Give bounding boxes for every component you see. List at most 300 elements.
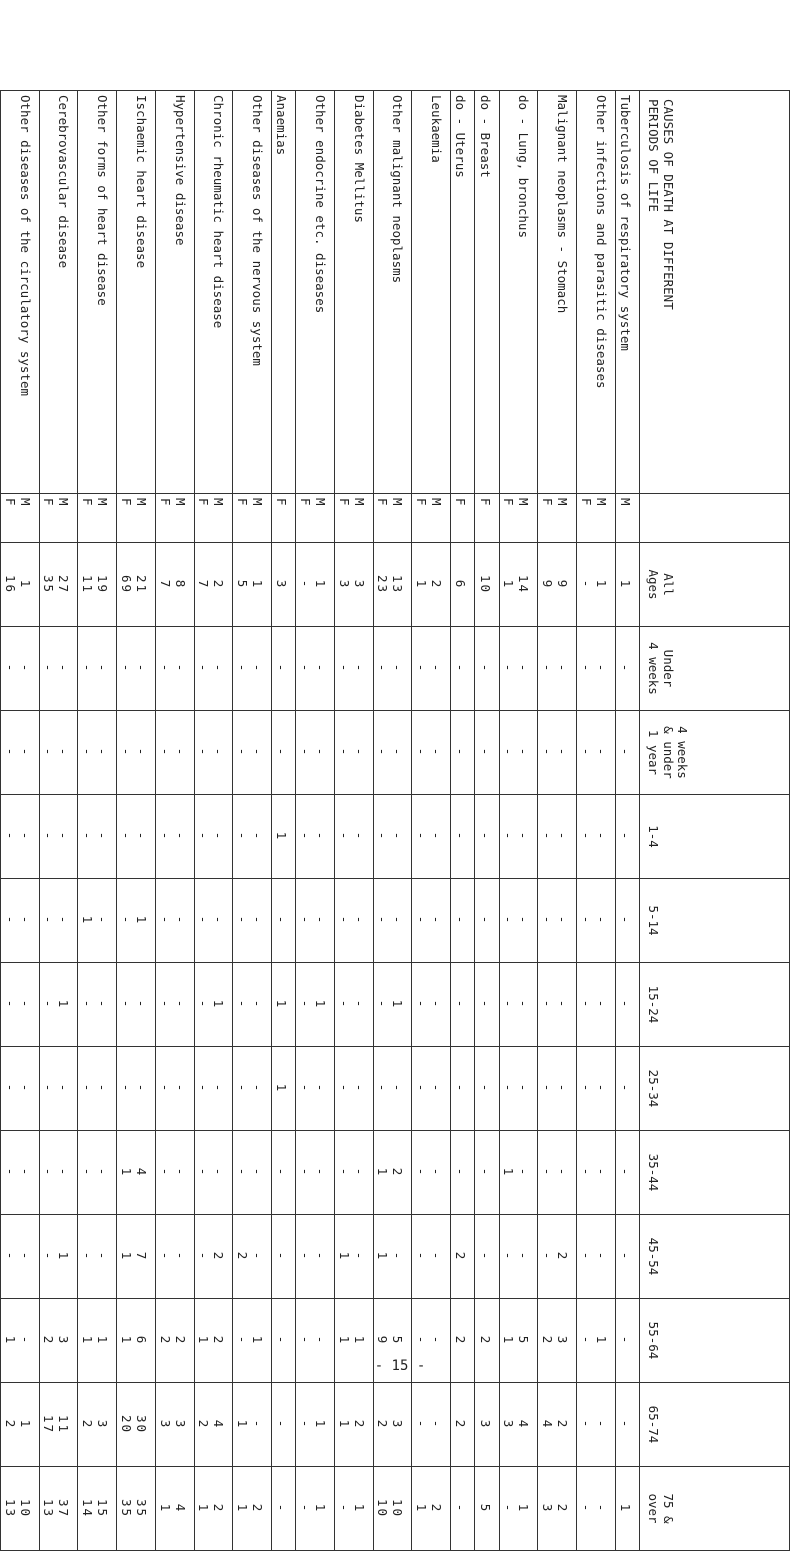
male-value: - [312,1251,328,1262]
female-value: - [540,747,555,758]
female-value: - [274,1335,290,1346]
female-value: - [578,747,594,758]
value-cell [373,1467,412,1551]
sex-label: F [234,498,250,506]
male-value: - [351,663,367,674]
female-value: - [41,915,57,926]
male-value: 1 [618,579,633,590]
male-value: - [429,663,444,674]
value-cell [117,1047,156,1131]
value-cell [615,879,639,963]
value-cell [117,1467,156,1551]
value-cell [373,795,412,879]
male-value: - [211,1167,227,1178]
male-value: - [95,663,111,674]
female-value: - [414,1335,429,1346]
value-cell [615,795,639,879]
sex-label: M [95,498,111,506]
male-value: - [249,999,265,1010]
male-value: - [593,663,609,674]
female-value: 35 [118,1498,134,1519]
male-value: - [555,999,570,1010]
male-value: - [593,747,609,758]
female-value: - [297,1335,313,1346]
female-value: 9 [540,579,555,590]
male-value: - [17,1251,33,1262]
value-cell [271,1383,295,1467]
female-value: - [297,747,313,758]
value-cell [334,627,373,711]
female-value: - [477,1083,493,1094]
value-cell [451,1383,475,1467]
value-cell [296,963,335,1047]
male-value: - [17,1167,33,1178]
female-value: 1 [501,1167,517,1178]
value-cell [233,543,272,627]
male-value: - [95,1083,111,1094]
female-value: - [2,1251,18,1262]
value-cell [334,795,373,879]
value-cell [577,627,616,711]
male-value: 3 [555,1335,570,1346]
sex-cell [412,494,451,543]
value-cell [117,963,156,1047]
female-value: - [540,915,555,926]
value-cell [538,543,577,627]
value-cell [475,963,499,1047]
value-cell [194,1467,233,1551]
col-5-14 [640,879,790,963]
value-cell [78,1131,117,1215]
female-value: - [336,1167,352,1178]
male-value: 3 [56,1335,72,1346]
female-value: - [477,831,493,842]
female-value: - [501,1083,517,1094]
female-value: - [375,663,391,674]
value-cell [475,627,499,711]
female-value: - [540,663,555,674]
female-value: - [41,1167,57,1178]
female-value: 1 [501,579,517,590]
female-value: - [41,1083,57,1094]
male-value: - [618,663,633,674]
male-value: 4 [172,1503,188,1514]
female-value: - [2,1167,18,1178]
value-cell [194,711,233,795]
female-value: 1 [414,1503,429,1514]
table-row [155,91,194,1551]
sex-label: M [593,498,609,506]
value-cell [475,1299,499,1383]
female-value: - [234,915,250,926]
table-row [412,91,451,1551]
male-value: - [172,831,188,842]
female-value: - [196,999,212,1010]
male-value: - [56,663,72,674]
value-cell [155,1215,194,1299]
value-cell [499,711,538,795]
female-value: 1 [336,1419,352,1430]
female-value: 2 [157,1335,173,1346]
sex-header [640,494,790,543]
value-cell [155,1131,194,1215]
value-cell [233,1383,272,1467]
sex-label: F [578,498,594,506]
female-value: - [80,1167,96,1178]
female-value: - [336,747,352,758]
female-value: 2 [375,1419,391,1430]
col-35-44 [640,1131,790,1215]
sex-label: M [249,498,265,506]
value-cell [615,1215,639,1299]
value-cell [39,879,78,963]
value-cell [271,1131,295,1215]
female-value: - [453,663,469,674]
value-cell [615,711,639,795]
value-cell [233,627,272,711]
table-row [334,91,373,1551]
female-value: 1 [336,1251,352,1262]
female-value: - [414,831,429,842]
female-value: - [2,747,18,758]
col-label: 1 year [646,729,662,776]
col-under-4-weeks [640,627,790,711]
male-value: 1 [516,1503,532,1514]
value-cell [233,1047,272,1131]
female-value: - [540,831,555,842]
male-value: 1 [593,579,609,590]
value-cell [373,1215,412,1299]
value-cell [412,879,451,963]
male-value: - [172,1083,188,1094]
value-cell [1,1047,40,1131]
sex-cell [78,494,117,543]
female-value: - [274,1251,290,1262]
table-row [499,91,538,1551]
value-cell [194,1215,233,1299]
value-cell [271,711,295,795]
value-cell [475,1467,499,1551]
value-cell [538,627,577,711]
female-value: - [80,831,96,842]
female-value: - [336,999,352,1010]
male-value: 3 [390,1419,406,1430]
male-value: - [133,999,149,1010]
sex-label: F [274,498,290,506]
value-cell [117,543,156,627]
value-cell [194,543,233,627]
value-cell [334,879,373,963]
value-cell [1,795,40,879]
col-15-24 [640,963,790,1047]
value-cell [475,1215,499,1299]
male-value: - [95,1167,111,1178]
sex-label: M [133,498,149,506]
value-cell [1,1299,40,1383]
female-value: - [578,1083,594,1094]
male-value: - [593,1419,609,1430]
value-cell [451,879,475,963]
female-value: - [274,915,290,926]
value-cell [451,795,475,879]
male-value: - [390,663,406,674]
male-value: 9 [555,579,570,590]
cause-cell: Other malignant neoplasms [373,91,412,494]
male-value: - [429,1335,444,1346]
male-value: - [555,1083,570,1094]
value-cell [499,543,538,627]
female-value: 9 [375,1335,391,1346]
female-value: 3 [157,1419,173,1430]
male-value: 5 [390,1335,406,1346]
value-cell [296,1131,335,1215]
female-value: - [336,1083,352,1094]
female-value: 1 [234,1503,250,1514]
sex-label: F [540,498,555,506]
male-value: - [133,747,149,758]
female-value: - [578,1419,594,1430]
value-cell [233,1215,272,1299]
male-value: - [312,663,328,674]
sex-label: F [477,498,493,506]
cause-cell: Other endocrine etc. diseases [296,91,335,494]
male-value: - [249,1083,265,1094]
male-value: - [17,747,33,758]
value-cell [499,1215,538,1299]
female-value: - [274,1167,290,1178]
table-row [1,91,40,1551]
female-value: 3 [336,579,352,590]
male-value: - [516,747,532,758]
male-value: - [593,1167,609,1178]
male-value: - [618,999,633,1010]
value-cell [296,711,335,795]
value-cell [1,627,40,711]
male-value: - [56,747,72,758]
value-cell [117,711,156,795]
value-cell [1,1215,40,1299]
value-cell [475,1131,499,1215]
male-value: - [516,915,532,926]
female-value: 16 [2,574,18,595]
male-value: 14 [516,574,532,595]
male-value: - [516,1251,532,1262]
female-value: 1 [196,1503,212,1514]
value-cell [155,711,194,795]
table-body [1,91,640,1551]
male-value: - [390,747,406,758]
sex-cell [155,494,194,543]
female-value: 69 [118,574,134,595]
male-value: 4 [516,1419,532,1430]
female-value: - [234,1167,250,1178]
value-cell [39,543,78,627]
value-cell [373,627,412,711]
female-value: 1 [157,1503,173,1514]
male-value: 10 [17,1498,33,1519]
female-value: - [196,1251,212,1262]
female-value: - [414,663,429,674]
male-value: - [593,1251,609,1262]
male-value: 4 [211,1419,227,1430]
female-value: 1 [274,999,290,1010]
female-value: - [578,663,594,674]
female-value: - [157,747,173,758]
female-value: - [157,1251,173,1262]
value-cell [117,1215,156,1299]
female-value: - [453,999,469,1010]
cause-cell: do - Uterus [451,91,475,494]
value-cell [194,963,233,1047]
value-cell [615,1131,639,1215]
value-cell [499,1047,538,1131]
value-cell [334,543,373,627]
male-value: 3 [172,1419,188,1430]
sex-cell [499,494,538,543]
male-value: - [618,915,633,926]
value-cell [296,543,335,627]
value-cell [78,879,117,963]
value-cell [615,1467,639,1551]
female-value: 1 [196,1335,212,1346]
sex-label: F [501,498,517,506]
value-cell [334,1383,373,1467]
female-value: - [578,831,594,842]
male-value: - [351,999,367,1010]
female-value: 1 [2,1335,18,1346]
value-cell [1,1383,40,1467]
sex-label: F [157,498,173,506]
col-label: 65-74 [646,1405,662,1444]
female-value: 1 [375,1167,391,1178]
male-value: 2 [211,579,227,590]
female-value: - [234,663,250,674]
value-cell [412,963,451,1047]
value-cell [194,1383,233,1467]
female-value: 1 [80,1335,96,1346]
col-label: Under [660,649,676,688]
female-value: 7 [157,579,173,590]
male-value: - [429,999,444,1010]
value-cell [194,1299,233,1383]
sex-label: M [429,498,444,506]
sex-cell [577,494,616,543]
female-value: - [2,915,18,926]
value-cell [538,1047,577,1131]
female-value: - [501,1503,517,1514]
female-value: - [375,1083,391,1094]
value-cell [39,1467,78,1551]
female-value: - [501,663,517,674]
male-value: - [516,1083,532,1094]
female-value: - [157,1083,173,1094]
value-cell [451,1467,475,1551]
female-value: - [2,999,18,1010]
cause-cell: Anaemias [271,91,295,494]
value-cell [538,963,577,1047]
male-value: - [312,1083,328,1094]
female-value: - [118,663,134,674]
male-value: - [249,1167,265,1178]
sex-cell [117,494,156,543]
female-value: - [336,831,352,842]
male-value: 1 [390,999,406,1010]
value-cell [475,543,499,627]
value-cell [412,543,451,627]
female-value: - [578,999,594,1010]
male-value: - [249,747,265,758]
female-value: - [477,999,493,1010]
female-value: 13 [2,1498,18,1519]
male-value: 2 [211,1503,227,1514]
title-line-1: CAUSES OF DEATH AT DIFFERENT [660,99,676,310]
value-cell [78,627,117,711]
female-value: - [336,915,352,926]
value-cell [117,1299,156,1383]
value-cell [271,1047,295,1131]
female-value: - [41,663,57,674]
female-value: 3 [274,579,290,590]
value-cell [117,1131,156,1215]
value-cell [499,1299,538,1383]
cause-cell: Tuberculosis of respiratory system [615,91,639,494]
value-cell [538,1299,577,1383]
title-line-2: PERIODS OF LIFE [646,99,662,212]
female-value: 1 [375,1251,391,1262]
female-value: - [118,999,134,1010]
male-value: 1 [312,1503,328,1514]
male-value: - [95,915,111,926]
male-value: 19 [95,574,111,595]
male-value: - [351,747,367,758]
male-value: 7 [133,1251,149,1262]
value-cell [39,1299,78,1383]
male-value: - [351,1083,367,1094]
male-value: - [516,663,532,674]
male-value: - [172,663,188,674]
female-value: - [2,663,18,674]
male-value: 11 [56,1414,72,1435]
value-cell [451,627,475,711]
male-value: - [390,1083,406,1094]
female-value: 2 [234,1251,250,1262]
table-row [296,91,335,1551]
male-value: - [249,1251,265,1262]
male-value: - [172,747,188,758]
value-cell [117,879,156,963]
male-value: 2 [390,1167,406,1178]
female-value: - [2,831,18,842]
female-value: 2 [477,1335,493,1346]
female-value: 7 [196,579,212,590]
table-row [475,91,499,1551]
male-value: 27 [56,574,72,595]
value-cell [577,1131,616,1215]
sex-label: F [375,498,391,506]
female-value: - [414,1083,429,1094]
sex-label: F [297,498,313,506]
female-value: - [453,1083,469,1094]
female-value: 2 [2,1419,18,1430]
female-value: - [41,1251,57,1262]
male-value: - [17,999,33,1010]
sex-cell [334,494,373,543]
female-value: - [118,1083,134,1094]
value-cell [39,1047,78,1131]
female-value: - [375,915,391,926]
value-cell [615,1383,639,1467]
male-value: - [249,663,265,674]
